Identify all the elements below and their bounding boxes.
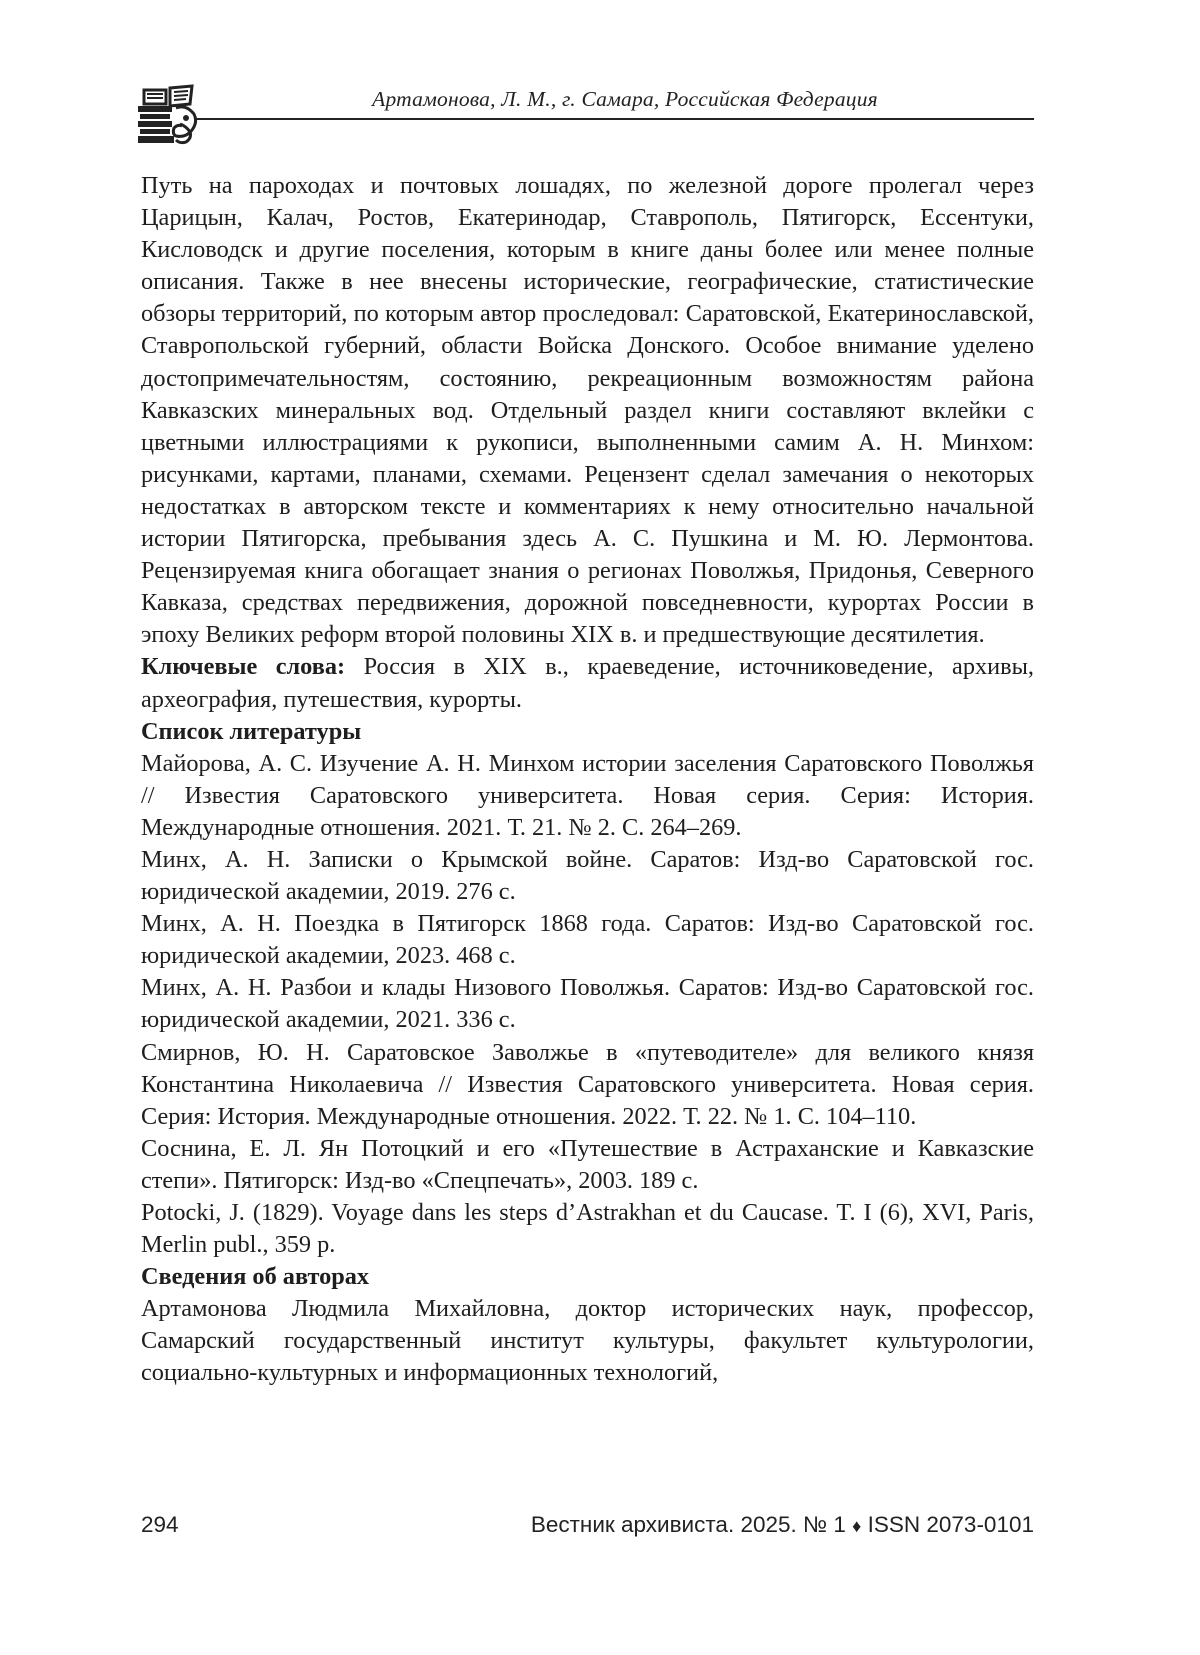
authors-heading: Сведения об авторах <box>141 1263 370 1291</box>
reference-item: Минх, А. Н. Разбои и клады Низового Поволжья. Саратов: Изд-во Саратовской гос. юридической академии, 2021. 336 с. <box>141 974 1034 1034</box>
reference-item: Минх, А. Н. Поездка в Пятигорск 1868 года. Саратов: Изд-во Саратовской гос. юридической академии, 2023. 468 с. <box>141 910 1034 970</box>
journal-logo-icon <box>136 84 200 146</box>
running-title: Артамонова, Л. М., г. Самара, Российская Федерация <box>372 87 878 111</box>
reference-item: Соснина, Е. Л. Ян Потоцкий и его «Путешествие в Астраханские и Кавказские степи». Пятигорск: Изд-во «Спецпечать», 2003. 189 с. <box>141 1134 1034 1194</box>
abstract-paragraph: Путь на пароходах и почтовых лошадях, по железной дороге пролегал через Царицын, Калач, Ростов, Екатеринодар, Ставрополь, Пятигорск, Ессентуки, Кисловодск и другие поселения, которым в книге даны более или менее полные описания. Также в нее внесены исторические, географические, статистические обзоры территорий, по которым автор проследовал: Саратовской, Екатеринославской, Ставропольской губерний, области Войска Донского. Особое внимание уделено достопримечательностям, состоянию, рекреационным возможностям района Кавказских минеральных вод. Отдельный раздел книги составляют вклейки с цветными иллюстрациями к рукописи, выполненными самим А. Н. Минхом: рисунками, картами, планами, схемами. Рецензент сделал замечания о некоторых недостатках в авторском тексте и комментариях к нему относительно начальной истории Пятигорска, пребывания здесь А. С. Пушкина и М. Ю. Лермонтова. Рецензируемая книга обогащает знания о регионах Поволжья, Придонья, Северного Кавказа, средствах передвижения, дорожной повседневности, курортах России в эпоху Великих реформ второй половины XIX в. и предшествующие десятилетия. <box>141 172 1034 649</box>
keywords-paragraph <box>141 651 1034 715</box>
references-heading: Список литературы <box>141 717 362 745</box>
reference-item: Минх, А. Н. Записки о Крымской войне. Саратов: Изд-во Саратовской гос. юридической академии, 2019. 276 с. <box>141 845 1034 906</box>
header-rule <box>196 118 1034 120</box>
keywords-text: Россия в XIX в., краеведение, источниковедение, архивы, археография, путешествия, курорты. <box>141 653 1034 713</box>
reference-item: Смирнов, Ю. Н. Саратовское Заволжье в «путеводителе» для великого князя Константина Николаевича // Известия Саратовского университета. Новая серия. Серия: История. Международные отношения. 2022. Т. 22. № 1. С. 104–110. <box>141 1038 1034 1130</box>
keywords-label: Ключевые слова: <box>141 653 346 681</box>
diamond-separator-icon: ♦ <box>852 1516 862 1536</box>
issn: ISSN 2073-0101 <box>867 1512 1034 1537</box>
authors-paragraph: Артамонова Людмила Михайловна, доктор исторических наук, профессор, Самарский государственный институт культуры, факультет культурологии, социально-культурных и информационных технологий, <box>141 1295 1034 1387</box>
main-content <box>141 170 1034 1390</box>
journal-title: Вестник архивиста. 2025. № 1 <box>530 1512 846 1537</box>
reference-item: Майорова, А. С. Изучение А. Н. Минхом истории заселения Саратовского Поволжья // Известия Саратовского университета. Новая серия. Серия: История. Международные отношения. 2021. Т. 21. № 2. С. 264–269. <box>141 749 1034 841</box>
journal-info <box>531 1512 1034 1538</box>
page-number: 294 <box>141 1512 179 1537</box>
reference-item: Potocki, J. (1829). Voyage dans les steps d’Astrakhan et du Caucase. T. I (6), XVI, Paris, Merlin publ., 359 p. <box>141 1199 1034 1259</box>
